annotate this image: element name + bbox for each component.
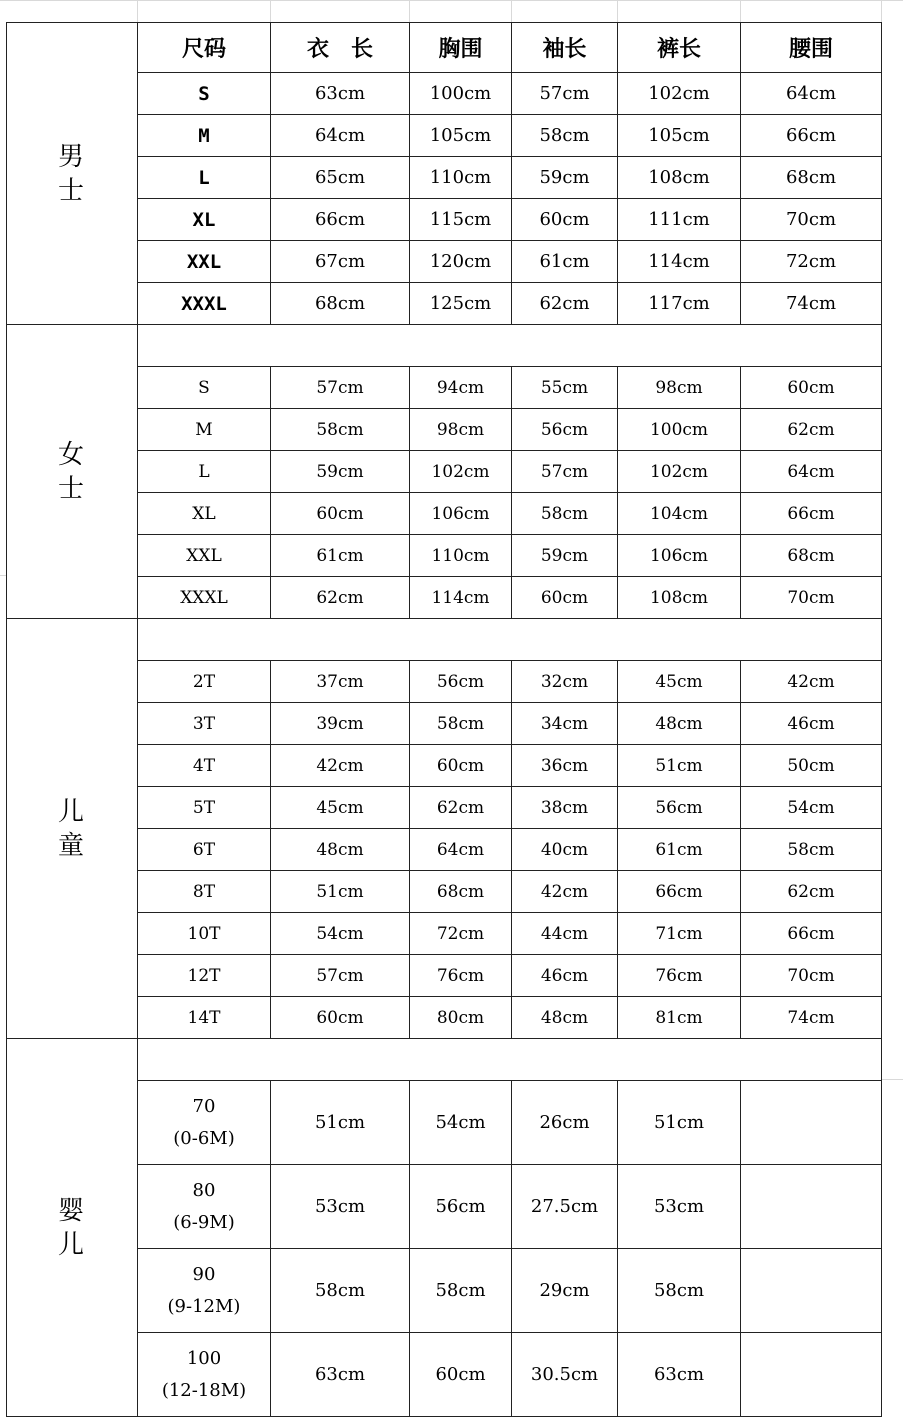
chest-cell: 110cm — [410, 535, 512, 577]
size-cell: XXXL — [138, 283, 271, 325]
size-cell: XL — [138, 199, 271, 241]
chest-cell: 64cm — [410, 829, 512, 871]
size-cell: 8T — [138, 871, 271, 913]
age-range: (0-6M) — [173, 1127, 235, 1149]
size-cell — [138, 1333, 271, 1417]
chest-cell: 105cm — [410, 115, 512, 157]
length-cell: 51cm — [271, 1081, 410, 1165]
chest-cell: 102cm — [410, 451, 512, 493]
table-row — [7, 1165, 882, 1249]
pants-cell: 56cm — [618, 787, 741, 829]
length-cell: 64cm — [271, 115, 410, 157]
waist-cell: 46cm — [741, 703, 882, 745]
waist-cell — [741, 1165, 882, 1249]
table-row — [7, 1333, 882, 1417]
category-kids — [7, 619, 138, 1039]
length-cell: 54cm — [271, 913, 410, 955]
pants-cell: 53cm — [618, 1165, 741, 1249]
blank-row — [7, 1039, 882, 1081]
length-cell: 66cm — [271, 199, 410, 241]
age-range: (9-12M) — [167, 1295, 241, 1317]
pants-cell: 98cm — [618, 367, 741, 409]
chest-cell: 110cm — [410, 157, 512, 199]
sheet-gridline — [0, 0, 903, 1]
sleeve-cell: 36cm — [512, 745, 618, 787]
chest-cell: 115cm — [410, 199, 512, 241]
sleeve-cell: 44cm — [512, 913, 618, 955]
size-cell: M — [138, 115, 271, 157]
waist-cell: 66cm — [741, 115, 882, 157]
header-row — [7, 23, 882, 73]
length-cell: 48cm — [271, 829, 410, 871]
pants-cell: 105cm — [618, 115, 741, 157]
table-row — [7, 493, 882, 535]
table-row — [7, 367, 882, 409]
table-row — [7, 997, 882, 1039]
sleeve-cell: 40cm — [512, 829, 618, 871]
length-cell: 61cm — [271, 535, 410, 577]
waist-cell: 62cm — [741, 871, 882, 913]
pants-cell: 102cm — [618, 451, 741, 493]
table-row — [7, 661, 882, 703]
sleeve-cell: 32cm — [512, 661, 618, 703]
size-cell: M — [138, 409, 271, 451]
category-baby — [7, 1039, 138, 1417]
table-row — [7, 913, 882, 955]
chest-cell: 72cm — [410, 913, 512, 955]
header-chest: 胸围 — [410, 23, 512, 73]
pants-cell: 111cm — [618, 199, 741, 241]
size-cell — [138, 1249, 271, 1333]
sleeve-cell: 30.5cm — [512, 1333, 618, 1417]
category-label-char: 士 — [57, 473, 86, 504]
waist-cell: 70cm — [741, 199, 882, 241]
sleeve-cell: 46cm — [512, 955, 618, 997]
length-cell: 63cm — [271, 1333, 410, 1417]
waist-cell: 58cm — [741, 829, 882, 871]
category-label-char: 儿 — [57, 796, 86, 827]
waist-cell: 72cm — [741, 241, 882, 283]
length-cell: 45cm — [271, 787, 410, 829]
length-cell: 58cm — [271, 1249, 410, 1333]
pants-cell: 45cm — [618, 661, 741, 703]
size-cell: L — [138, 451, 271, 493]
sleeve-cell: 61cm — [512, 241, 618, 283]
length-cell: 42cm — [271, 745, 410, 787]
category-label-char: 女 — [57, 439, 86, 470]
pants-cell: 61cm — [618, 829, 741, 871]
size-chart-table — [6, 22, 882, 1417]
size-cell: 2T — [138, 661, 271, 703]
blank-cell — [138, 1039, 882, 1081]
chest-cell: 120cm — [410, 241, 512, 283]
chest-cell: 60cm — [410, 1333, 512, 1417]
waist-cell: 70cm — [741, 955, 882, 997]
waist-cell: 74cm — [741, 283, 882, 325]
sheet-gridline — [881, 1079, 903, 1080]
waist-cell: 42cm — [741, 661, 882, 703]
header-size: 尺码 — [138, 23, 271, 73]
category-label-char: 童 — [57, 830, 86, 861]
chest-cell: 68cm — [410, 871, 512, 913]
chest-cell: 54cm — [410, 1081, 512, 1165]
pants-cell: 114cm — [618, 241, 741, 283]
table-row — [7, 409, 882, 451]
pants-cell: 81cm — [618, 997, 741, 1039]
sleeve-cell: 58cm — [512, 115, 618, 157]
size-cell: 14T — [138, 997, 271, 1039]
blank-row — [7, 619, 882, 661]
category-women — [7, 325, 138, 619]
chest-cell: 58cm — [410, 1249, 512, 1333]
waist-cell — [741, 1249, 882, 1333]
chest-cell: 80cm — [410, 997, 512, 1039]
table-row — [7, 199, 882, 241]
pants-cell: 63cm — [618, 1333, 741, 1417]
waist-cell: 60cm — [741, 367, 882, 409]
table-row — [7, 283, 882, 325]
waist-cell — [741, 1081, 882, 1165]
length-cell: 59cm — [271, 451, 410, 493]
pants-cell: 106cm — [618, 535, 741, 577]
sheet-gridline — [137, 0, 138, 22]
blank-cell — [138, 325, 882, 367]
size-value: 90 — [192, 1263, 216, 1285]
length-cell: 58cm — [271, 409, 410, 451]
sleeve-cell: 26cm — [512, 1081, 618, 1165]
sleeve-cell: 58cm — [512, 493, 618, 535]
sleeve-cell: 60cm — [512, 199, 618, 241]
size-cell: XXL — [138, 241, 271, 283]
length-cell: 53cm — [271, 1165, 410, 1249]
pants-cell: 58cm — [618, 1249, 741, 1333]
pants-cell: 108cm — [618, 577, 741, 619]
waist-cell: 50cm — [741, 745, 882, 787]
chest-cell: 94cm — [410, 367, 512, 409]
length-cell: 51cm — [271, 871, 410, 913]
category-men — [7, 23, 138, 325]
sleeve-cell: 57cm — [512, 73, 618, 115]
length-cell: 37cm — [271, 661, 410, 703]
waist-cell: 70cm — [741, 577, 882, 619]
blank-row — [7, 325, 882, 367]
header-pants: 裤长 — [618, 23, 741, 73]
table-row — [7, 535, 882, 577]
category-label-char: 男 — [57, 141, 86, 172]
sheet-gridline — [740, 0, 741, 22]
blank-cell — [138, 619, 882, 661]
chest-cell: 114cm — [410, 577, 512, 619]
chest-cell: 100cm — [410, 73, 512, 115]
table-row — [7, 1249, 882, 1333]
size-value: 100 — [186, 1347, 222, 1369]
chest-cell: 60cm — [410, 745, 512, 787]
sleeve-cell: 56cm — [512, 409, 618, 451]
size-value: 70 — [192, 1095, 216, 1117]
waist-cell: 64cm — [741, 451, 882, 493]
table-row — [7, 955, 882, 997]
chest-cell: 106cm — [410, 493, 512, 535]
size-cell: 3T — [138, 703, 271, 745]
age-range: (6-9M) — [173, 1211, 235, 1233]
pants-cell: 51cm — [618, 1081, 741, 1165]
size-cell — [138, 1081, 271, 1165]
waist-cell: 64cm — [741, 73, 882, 115]
header-waist: 腰围 — [741, 23, 882, 73]
waist-cell: 74cm — [741, 997, 882, 1039]
pants-cell: 104cm — [618, 493, 741, 535]
length-cell: 39cm — [271, 703, 410, 745]
chest-cell: 98cm — [410, 409, 512, 451]
sleeve-cell: 42cm — [512, 871, 618, 913]
sleeve-cell: 34cm — [512, 703, 618, 745]
category-label-char: 儿 — [57, 1229, 86, 1260]
size-cell: 12T — [138, 955, 271, 997]
table-row — [7, 871, 882, 913]
sheet-gridline — [617, 0, 618, 22]
size-cell: XL — [138, 493, 271, 535]
table-row — [7, 787, 882, 829]
table-row — [7, 745, 882, 787]
waist-cell: 54cm — [741, 787, 882, 829]
length-cell: 65cm — [271, 157, 410, 199]
sheet-gridline — [511, 0, 512, 22]
waist-cell: 68cm — [741, 157, 882, 199]
size-chart-sheet — [6, 22, 882, 1417]
length-cell: 67cm — [271, 241, 410, 283]
pants-cell: 117cm — [618, 283, 741, 325]
category-label-char: 婴 — [57, 1195, 86, 1226]
length-cell: 60cm — [271, 997, 410, 1039]
sleeve-cell: 38cm — [512, 787, 618, 829]
pants-cell: 100cm — [618, 409, 741, 451]
chest-cell: 76cm — [410, 955, 512, 997]
table-row — [7, 829, 882, 871]
table-row — [7, 703, 882, 745]
table-row — [7, 73, 882, 115]
sleeve-cell: 57cm — [512, 451, 618, 493]
sleeve-cell: 29cm — [512, 1249, 618, 1333]
table-row — [7, 115, 882, 157]
table-row — [7, 451, 882, 493]
length-cell: 63cm — [271, 73, 410, 115]
sleeve-cell: 59cm — [512, 157, 618, 199]
size-cell — [138, 1165, 271, 1249]
table-row — [7, 1081, 882, 1165]
pants-cell: 66cm — [618, 871, 741, 913]
length-cell: 60cm — [271, 493, 410, 535]
pants-cell: 102cm — [618, 73, 741, 115]
size-cell: S — [138, 367, 271, 409]
category-label-char: 士 — [57, 175, 86, 206]
length-cell: 68cm — [271, 283, 410, 325]
table-row — [7, 157, 882, 199]
size-cell: 4T — [138, 745, 271, 787]
chest-cell: 56cm — [410, 661, 512, 703]
pants-cell: 71cm — [618, 913, 741, 955]
size-cell: 6T — [138, 829, 271, 871]
pants-cell: 51cm — [618, 745, 741, 787]
sleeve-cell: 59cm — [512, 535, 618, 577]
pants-cell: 76cm — [618, 955, 741, 997]
age-range: (12-18M) — [161, 1379, 247, 1401]
size-cell: 10T — [138, 913, 271, 955]
sleeve-cell: 62cm — [512, 283, 618, 325]
size-cell: XXL — [138, 535, 271, 577]
table-row — [7, 241, 882, 283]
chest-cell: 56cm — [410, 1165, 512, 1249]
size-value: 80 — [192, 1179, 216, 1201]
waist-cell — [741, 1333, 882, 1417]
chest-cell: 125cm — [410, 283, 512, 325]
sleeve-cell: 48cm — [512, 997, 618, 1039]
chest-cell: 62cm — [410, 787, 512, 829]
waist-cell: 68cm — [741, 535, 882, 577]
size-cell: L — [138, 157, 271, 199]
length-cell: 62cm — [271, 577, 410, 619]
table-row — [7, 577, 882, 619]
sheet-gridline — [409, 0, 410, 22]
length-cell: 57cm — [271, 367, 410, 409]
sleeve-cell: 27.5cm — [512, 1165, 618, 1249]
pants-cell: 108cm — [618, 157, 741, 199]
sheet-gridline — [270, 0, 271, 22]
waist-cell: 66cm — [741, 913, 882, 955]
chest-cell: 58cm — [410, 703, 512, 745]
length-cell: 57cm — [271, 955, 410, 997]
size-cell: 5T — [138, 787, 271, 829]
sleeve-cell: 60cm — [512, 577, 618, 619]
pants-cell: 48cm — [618, 703, 741, 745]
header-length: 衣 长 — [271, 23, 410, 73]
header-sleeve: 袖长 — [512, 23, 618, 73]
waist-cell: 66cm — [741, 493, 882, 535]
sleeve-cell: 55cm — [512, 367, 618, 409]
size-cell: S — [138, 73, 271, 115]
waist-cell: 62cm — [741, 409, 882, 451]
size-cell: XXXL — [138, 577, 271, 619]
